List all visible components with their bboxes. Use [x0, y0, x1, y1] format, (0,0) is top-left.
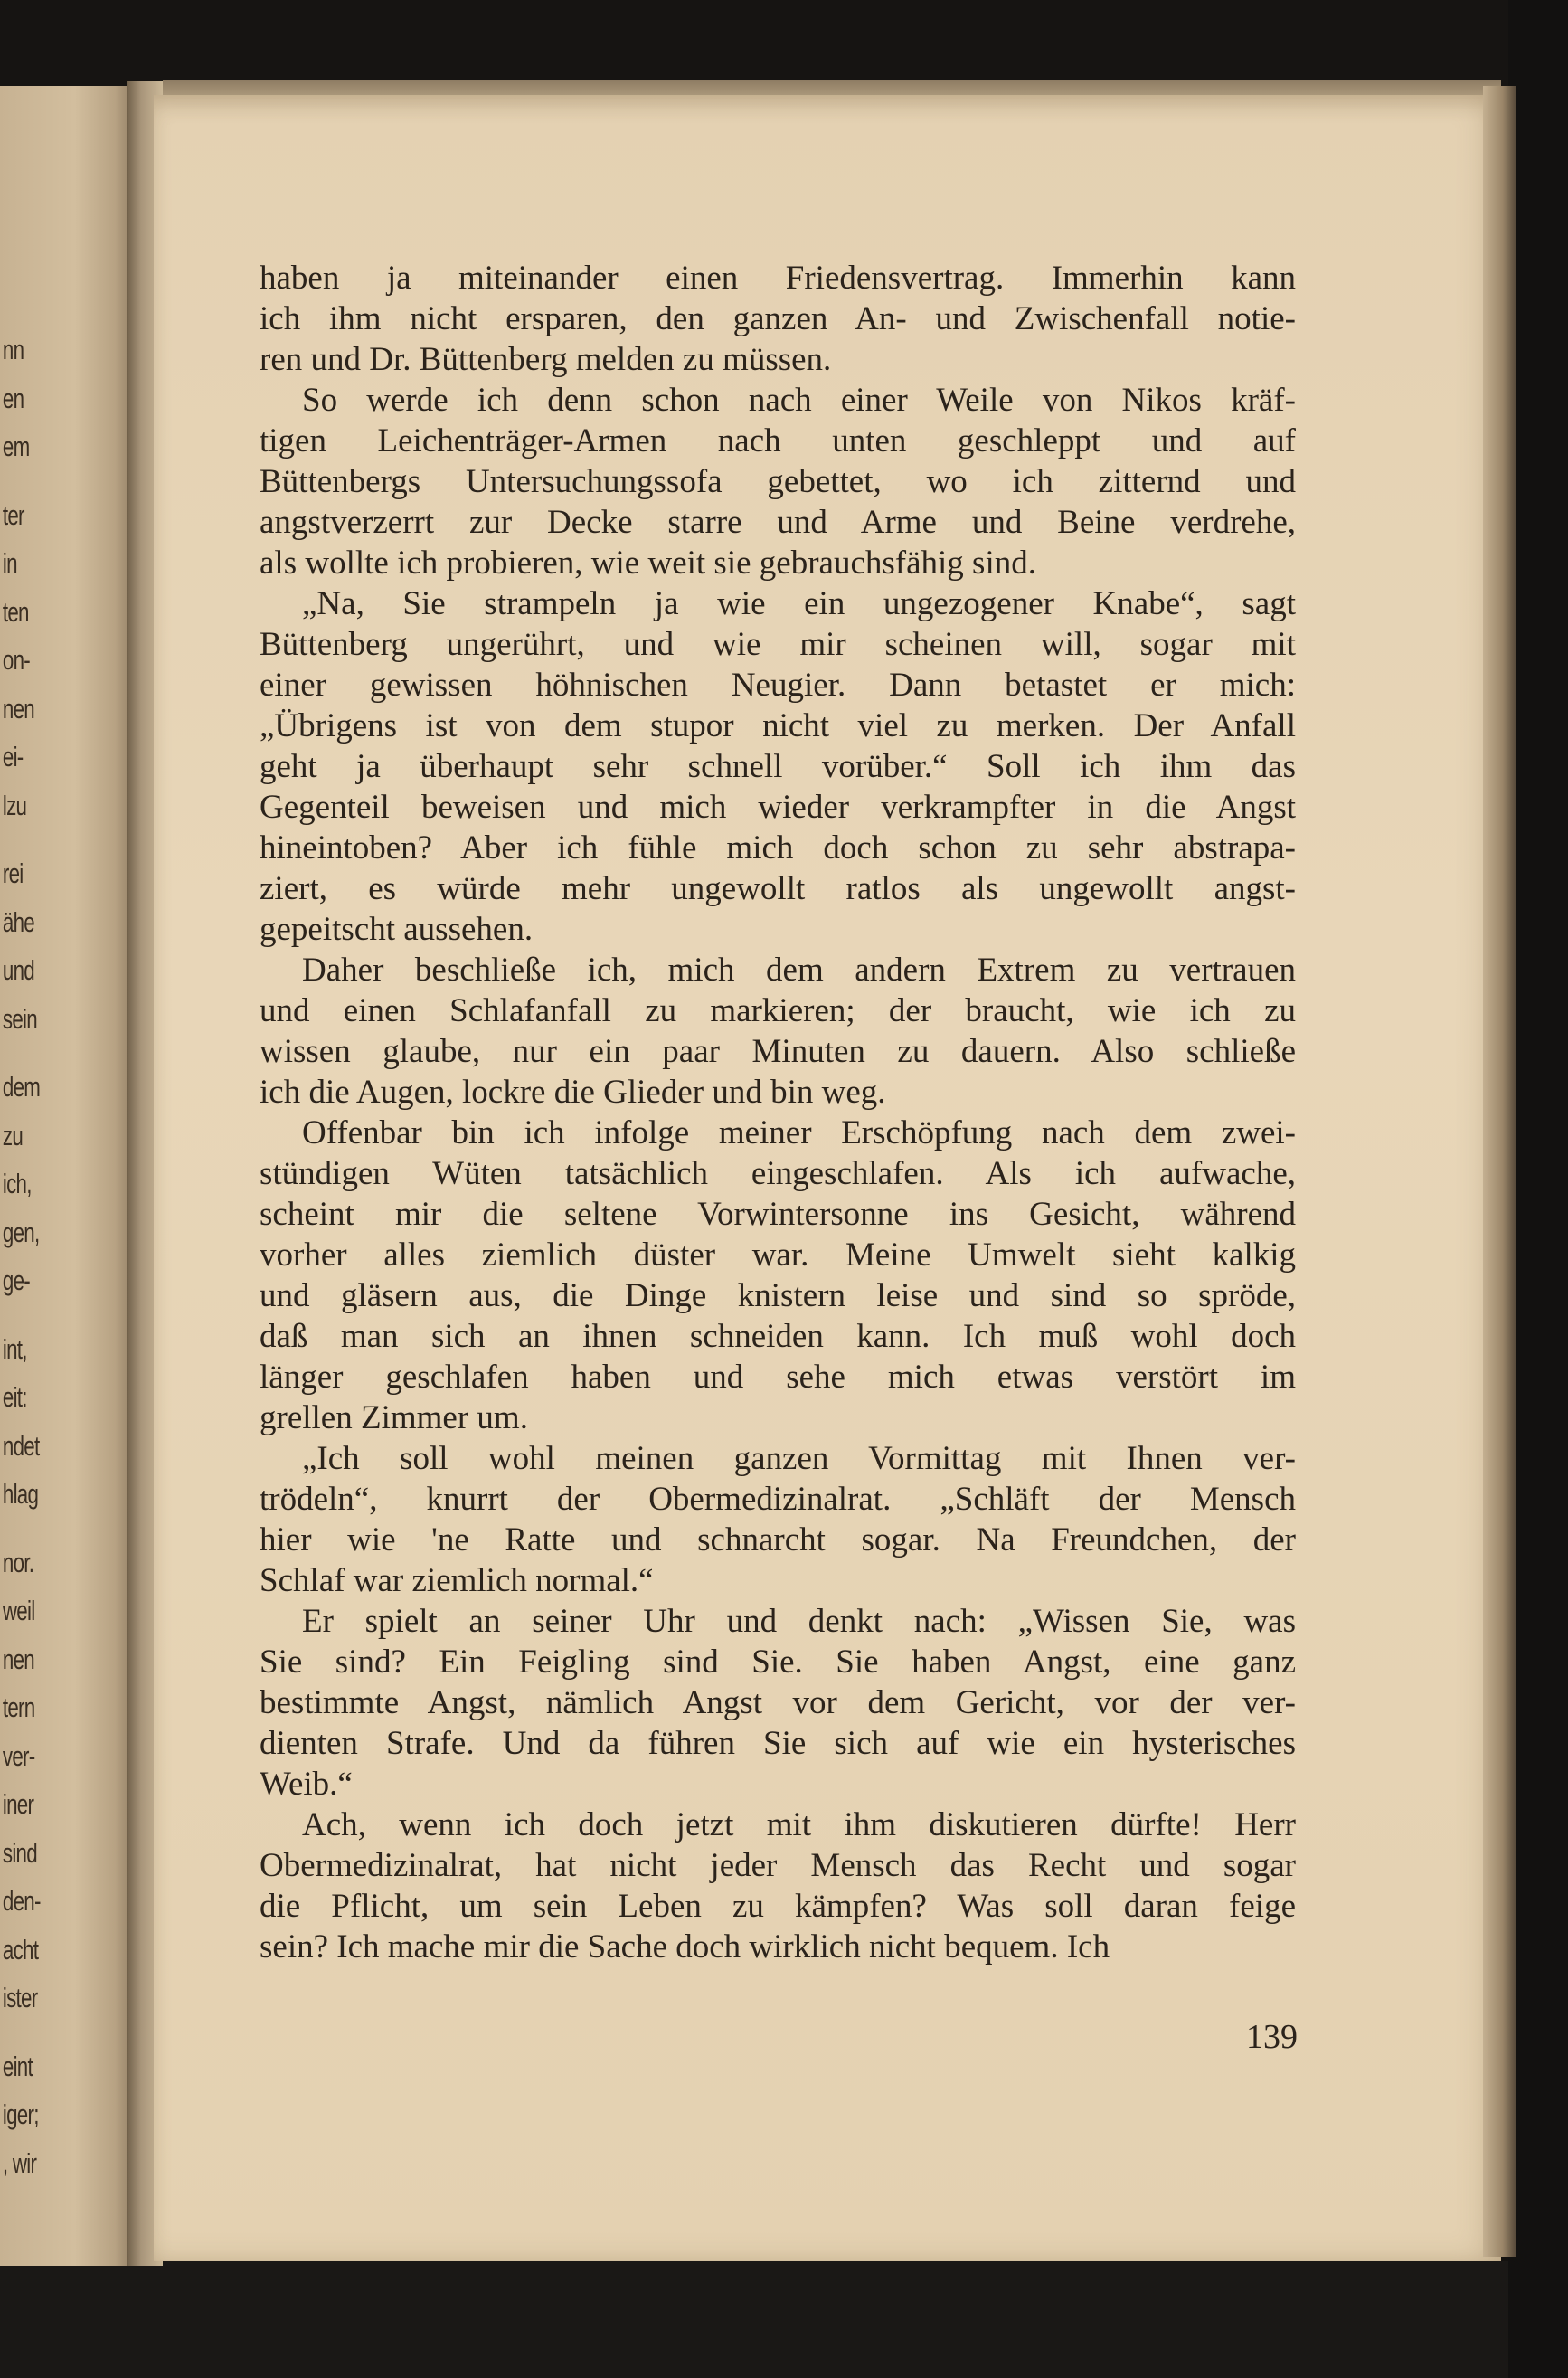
left-page-fragment: ndet — [2, 1429, 40, 1462]
left-page-fragment: tern — [2, 1691, 35, 1723]
left-page-fragment: acht — [2, 1933, 39, 1966]
left-page-fragment: ei- — [2, 741, 24, 772]
dark-background-bottom — [0, 2261, 1568, 2378]
left-page-fragment: on- — [2, 644, 30, 676]
text-line: trödeln“, knurrt der Obermedizinalrat. „Schläft der Mensch — [260, 1481, 1296, 1518]
left-page-fragment: ten — [2, 595, 29, 628]
left-page-fragment: nor. — [2, 1546, 34, 1578]
page-body-text — [260, 258, 1296, 1967]
text-line: Ach, wenn ich doch jetzt mit ihm diskutieren dürfte! Herr — [302, 1806, 1296, 1843]
left-page-fragment: ver- — [2, 1739, 35, 1772]
text-line: geht ja überhaupt sehr schnell vorüber.“ Soll ich ihm das — [260, 748, 1296, 785]
text-line: Büttenberg ungerührt, und wie mir scheinen will, sogar mit — [260, 626, 1296, 663]
left-page-fragment: ähe — [2, 905, 34, 938]
text-line: ich die Augen, lockre die Glieder und bin weg. — [260, 1074, 886, 1111]
text-line: So werde ich denn schon nach einer Weile von Nikos kräf- — [302, 382, 1296, 419]
text-line: Schlaf war ziemlich normal.“ — [260, 1562, 654, 1599]
text-line: einer gewissen höhnischen Neugier. Dann betastet er mich: — [260, 667, 1296, 704]
text-line: und gläsern aus, die Dinge knistern leise und sind so spröde, — [260, 1277, 1296, 1314]
text-line: sein? Ich mache mir die Sache doch wirklich nicht bequem. Ich — [260, 1928, 1110, 1966]
text-line: Weib.“ — [260, 1766, 353, 1803]
left-page-fragment: nen — [2, 692, 34, 725]
text-line: ich ihm nicht ersparen, den ganzen An- und Zwischenfall notie- — [260, 300, 1296, 337]
text-line: wissen glaube, nur ein paar Minuten zu dauern. Also schließe — [260, 1033, 1296, 1070]
left-page-fragment: nen — [2, 1643, 34, 1675]
text-line: hineintoben? Aber ich fühle mich doch schon zu sehr abstrapa- — [260, 829, 1296, 867]
left-page-fragment: eit: — [2, 1381, 27, 1413]
page-edge-right — [1483, 86, 1516, 2257]
text-line: Büttenbergs Untersuchungssofa gebettet, wo ich zitternd und — [260, 463, 1296, 500]
left-page-fragment: iner — [2, 1788, 34, 1820]
text-line: angstverzerrt zur Decke starre und Arme und Beine verdrehe, — [260, 504, 1296, 541]
text-line: „Übrigens ist von dem stupor nicht viel zu merken. Der Anfall — [260, 707, 1296, 744]
text-line: daß man sich an ihnen schneiden kann. Ich muß wohl doch — [260, 1318, 1296, 1355]
text-line: scheint mir die seltene Vorwintersonne ins Gesicht, während — [260, 1196, 1296, 1233]
left-page-fragment: den- — [2, 1885, 41, 1917]
text-line: „Na, Sie strampeln ja wie ein ungezogener Knabe“, sagt — [302, 585, 1296, 622]
left-page-fragment: ich, — [2, 1168, 32, 1199]
left-page-fragment: int, — [2, 1332, 27, 1365]
left-page-edge — [0, 86, 136, 2266]
text-line: Er spielt an seiner Uhr und denkt nach: „Wissen Sie, was — [302, 1603, 1296, 1640]
text-line: Sie sind? Ein Feigling sind Sie. Sie haben Angst, eine ganz — [260, 1644, 1296, 1681]
left-page-fragment: en — [2, 382, 24, 414]
left-page-fragment: in — [2, 547, 17, 579]
text-line: stündigen Wüten tatsächlich eingeschlafen. Als ich aufwache, — [260, 1155, 1296, 1192]
left-page-fragment: dem — [2, 1071, 41, 1103]
left-page-fragment: lzu — [2, 789, 27, 821]
text-line: hier wie 'ne Ratte und schnarcht sogar. Na Freundchen, der — [260, 1521, 1296, 1558]
text-line: haben ja miteinander einen Friedensvertrag. Immerhin kann — [260, 260, 1296, 297]
text-line: tigen Leichenträger-Armen nach unten geschleppt und auf — [260, 422, 1296, 459]
left-page-fragment: , wir — [2, 2146, 37, 2179]
text-line: dienten Strafe. Und da führen Sie sich auf wie ein hysterisches — [260, 1725, 1296, 1762]
left-page-fragment: sind — [2, 1836, 37, 1869]
text-line: die Pflicht, um sein Leben zu kämpfen? Was soll daran feige — [260, 1888, 1296, 1925]
left-page-text-fragments — [0, 326, 63, 2187]
text-line: Obermedizinalrat, hat nicht jeder Mensch das Recht und sogar — [260, 1847, 1296, 1884]
left-page-fragment: ister — [2, 1982, 38, 2013]
left-page-fragment: und — [2, 954, 34, 986]
left-page-fragment: rei — [2, 857, 24, 889]
text-line: Offenbar bin ich infolge meiner Erschöpfung nach dem zwei- — [302, 1114, 1296, 1151]
dark-background-right — [1508, 0, 1568, 2378]
left-page-fragment: weil — [2, 1595, 35, 1626]
text-line: bestimmte Angst, nämlich Angst vor dem Gericht, vor der ver- — [260, 1684, 1296, 1721]
left-page-fragment: em — [2, 431, 30, 462]
left-page-fragment: nn — [2, 334, 24, 365]
text-line: und einen Schlafanfall zu markieren; der braucht, wie ich zu — [260, 992, 1296, 1029]
page-number: 139 — [1246, 2018, 1298, 2056]
left-page-fragment: ter — [2, 498, 24, 531]
text-line: ziert, es würde mehr ungewollt ratlos als ungewollt angst- — [260, 870, 1296, 907]
left-page-fragment: ge- — [2, 1265, 30, 1296]
left-page-fragment: gen, — [2, 1216, 40, 1248]
text-line: ren und Dr. Büttenberg melden zu müssen. — [260, 341, 832, 378]
left-page-fragment: zu — [2, 1119, 24, 1151]
left-page-fragment: iger; — [2, 2099, 39, 2130]
left-page-fragment: sein — [2, 1002, 37, 1035]
text-line: grellen Zimmer um. — [260, 1399, 528, 1436]
left-page-fragment: eint — [2, 2050, 33, 2082]
text-line: länger geschlafen haben und sehe mich etwas verstört im — [260, 1359, 1296, 1396]
text-line: als wollte ich probieren, wie weit sie gebrauchsfähig sind. — [260, 545, 1036, 582]
left-page-fragment: hlag — [2, 1478, 39, 1510]
text-line: „Ich soll wohl meinen ganzen Vormittag mit Ihnen ver- — [302, 1440, 1296, 1477]
text-line: vorher alles ziemlich düster war. Meine Umwelt sieht kalkig — [260, 1236, 1296, 1274]
text-line: gepeitscht aussehen. — [260, 911, 534, 948]
text-line: Gegenteil beweisen und mich wieder verkrampfter in die Angst — [260, 789, 1296, 826]
text-line: Daher beschließe ich, mich dem andern Extrem zu vertrauen — [302, 952, 1296, 989]
